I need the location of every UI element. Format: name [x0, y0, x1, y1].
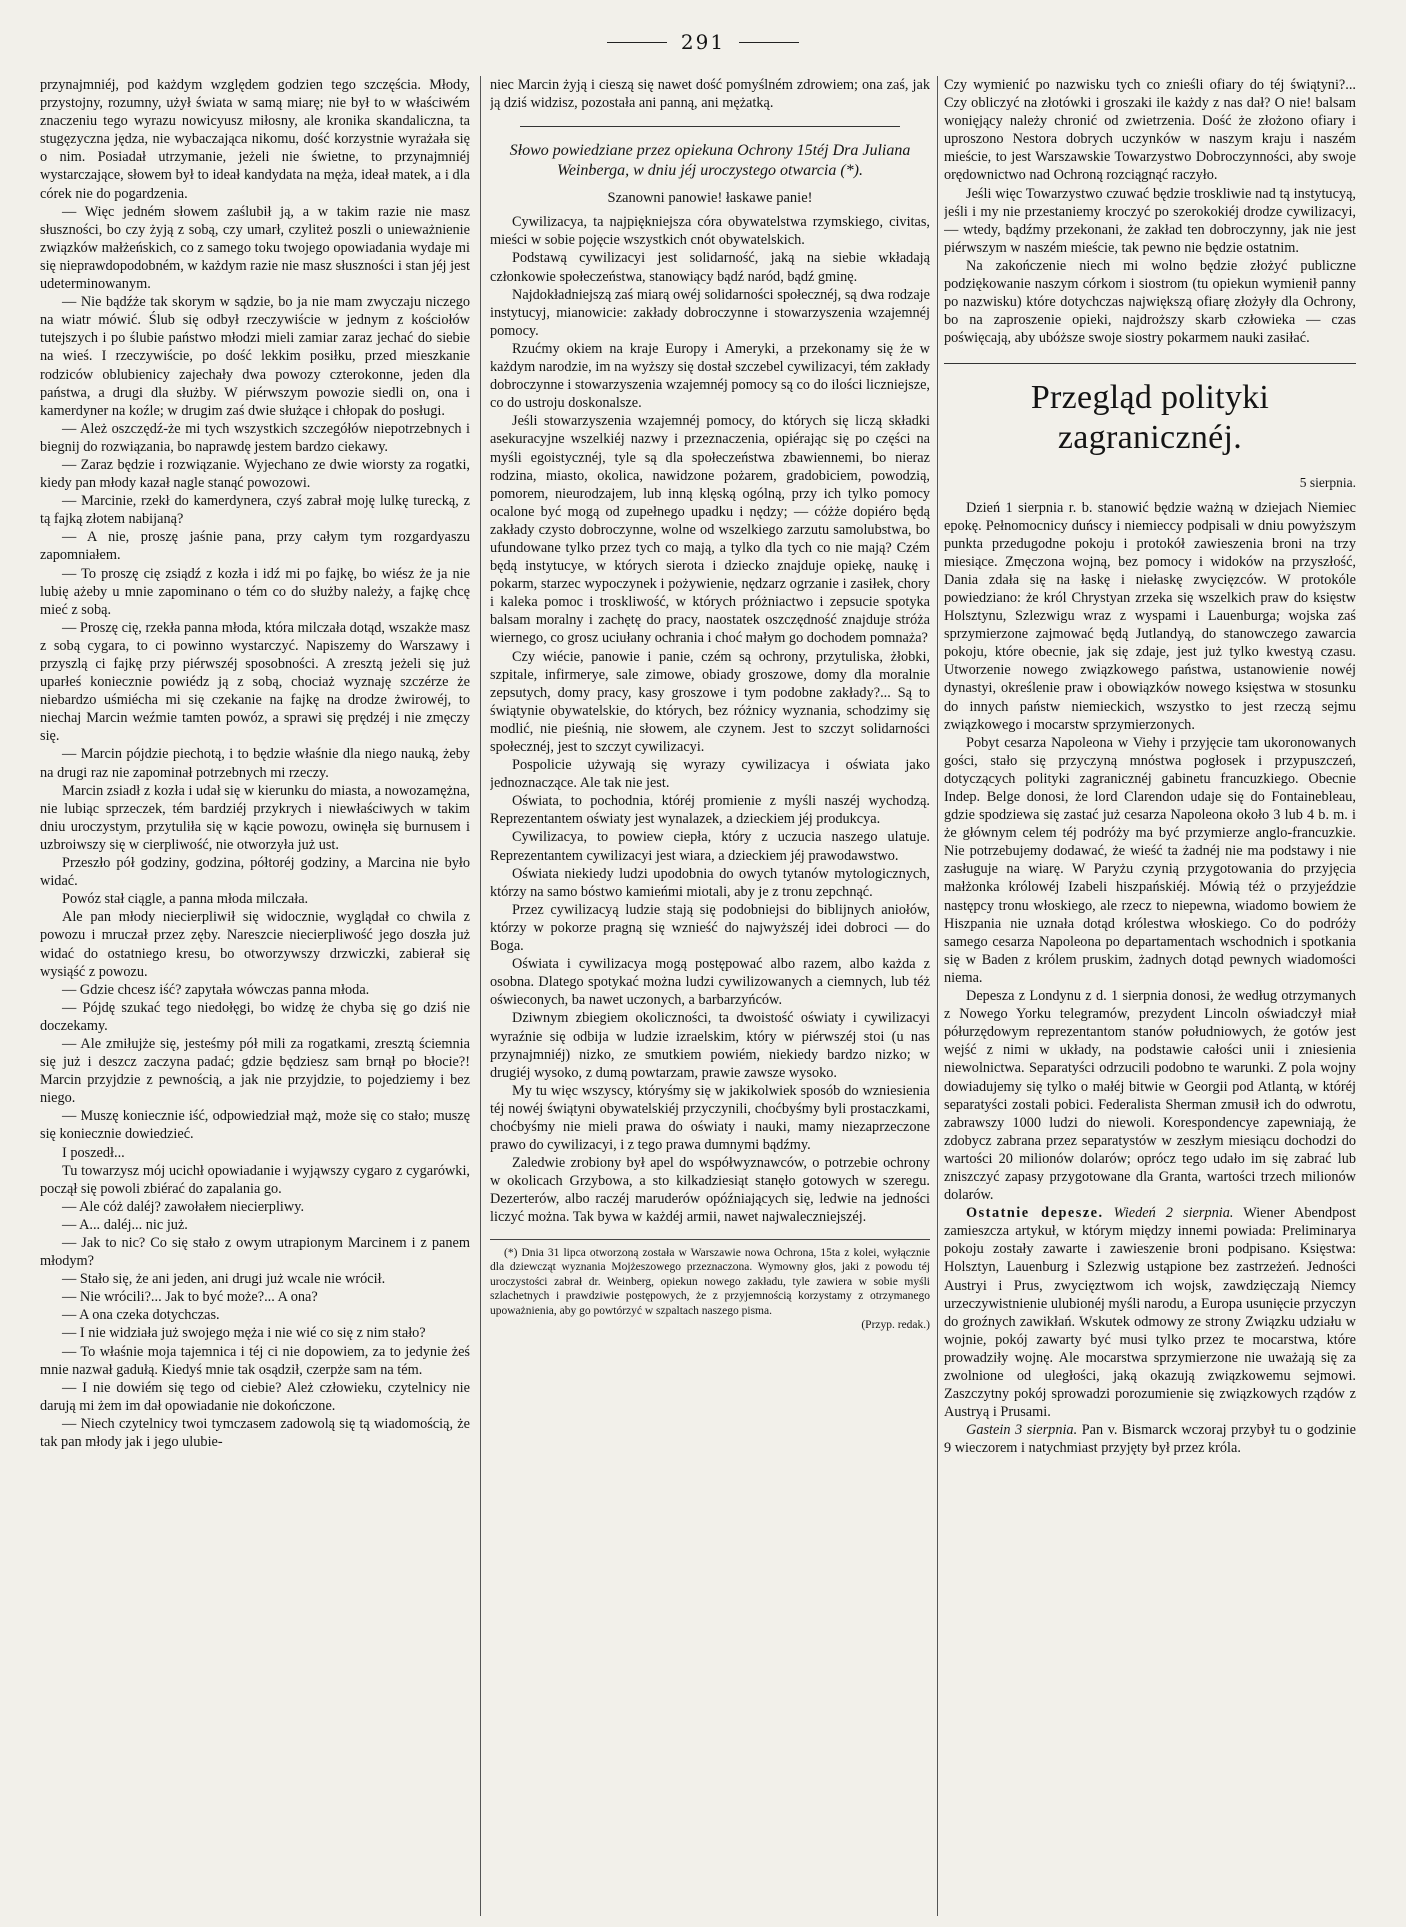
- speech-headline: Słowo powiedziane przez opiekuna Ochrony 15téj Dra Juliana Weinberga, w dniu jéj uroczystego otwarcia (*).: [509, 142, 911, 180]
- section-dateline: 5 sierpnia.: [1299, 475, 1356, 491]
- speech-paragraph: Pospolicie używają się wyrazy cywilizacya i oświata jako jednoznaczące. Ale tak nie jest.: [490, 757, 930, 792]
- politics-paragraph: Pobyt cesarza Napoleona w Viehy i przyjęcie tam ukoronowanych gości, stało się przyczyną mnóstwa pogłosek i przypuszczeń, dotyczących polityki zagranicznéj gabinetu francuzkiego. Obecnie Indep. Belge donosi, że lord Clarendon udaje się do Fontainebleau, gdzie spodziewa się zastać już cesarza Napoleona około 3 lub 4 b. m. i że głównym celem téj podróży ma być przymierze anglo-francuzkie. Nie potrzebujemy dodawać, że wieść ta żadnéj nie ma podstawy i nie zasługuje na wiarę. W Paryżu czynią przygotowania do przyjęcia małżonka królowéj Izabeli hiszpańskiéj. Mówią téż o przyjeździe następcy tronu włoskiego, ale rzecz to niepewna, wiadomo bowiem że Hiszpania nie uznała dotąd królestwa włoskiego. Co do podróży samego cesarza Napoleona po departamentach wschodnich i spotkania się w Baden z królem pruskim, żadnych dotąd pewnych wiadomości niema.: [944, 734, 1356, 986]
- speech-paragraph: Cywilizacya, ta najpiękniejsza córa obywatelstwa rzymskiego, civitas, mieści w sobie pojęcie wszystkich cnót obywatelskich.: [490, 214, 930, 249]
- speech-paragraph: Na zakończenie niech mi wolno będzie złożyć publiczne podziękowanie naszym córkom i siostrom (tu opiekun wymienił panny po nazwisku) które dotychczas największą ofiarę złożyły dla Ochrony, bo na zaproszenie opieki, najdroższy skarb człowieka — czas poświęcają, aby ubóższe swoje siostry pokarmem nauki zasiłać.: [944, 257, 1356, 347]
- speech-paragraph: Czy wiécie, panowie i panie, czém są ochrony, przytuliska, żłobki, szpitale, infirmerye, sale zimowe, obiady groszowe, domy dla moralnie zepsutych, domy pracy, kasy groszowe i tym podobne zakłady?... Są to świątynie obywatelskie, do których, bez różnicy wyznania, schodzimy się modlić, nie pieśnią, nie słowem, ale czynem. Jest to szczyt solidarności społecznéj, jest to szczyt cywilizacyi.: [490, 648, 930, 755]
- section-title: Przegląd polityki zagranicznéj.: [1030, 379, 1270, 457]
- speech-paragraph: Przez cywilizacyą ludzie stają się podobniejsi do biblijnych aniołów, którzy w pokorze pragną się wznieść do najwyższéj idei dobroci — do Boga.: [490, 901, 930, 955]
- story-paragraph: — Marcinie, rzekł do kamerdynera, czyś zabrał moję lulkę turecką, z tą fajką złotem nabijaną?: [40, 493, 470, 528]
- story-paragraph: — Stało się, że ani jeden, ani drugi już wcale nie wrócił.: [62, 1271, 386, 1288]
- story-paragraph: Marcin zsiadł z kozła i udał się w kierunku do miasta, a nowozamężna, nie lubiąc sprzeczek, tém bardziéj przykrych i niewłaściwych w takim dniu uroczystym, przytuliła się w kącie powozu, owinęła się burnusem i uzbroiwszy się w cierpliwość, nie otworzyła już ust.: [40, 782, 470, 853]
- story-paragraph: — Ależ oszczędź-że mi tych wszystkich szczegółów niepotrzebnych i biegnij do rozwiązania, bo naprawdę jestem bardzo ciekawy.: [40, 420, 470, 455]
- story-paragraph: — Muszę koniecznie iść, odpowiedział mąż, może się co stało; muszę się koniecznie dowiedzieć.: [40, 1108, 470, 1143]
- page-number-rule-right: [739, 42, 799, 43]
- column-divider-2: [937, 76, 938, 1916]
- page-number-rule-left: [607, 42, 667, 43]
- dispatch-paragraph: [944, 1204, 1356, 1421]
- story-paragraph: Ale pan młody niecierpliwił się widocznie, wyglądał co chwila z powozu i mruczał przez zęby. Nareszcie niecierpliwość jego doszła już widać do ostatniego kresu, bo otworzywszy drzwiczki, zabierał się wysiąść z powozu.: [40, 909, 470, 980]
- page-number-text: 291: [680, 30, 726, 54]
- story-paragraph: Tu towarzysz mój ucichł opowiadanie i wyjąwszy cygaro z cygarówki, począł się powoli zbiérać do zapalania go.: [40, 1162, 470, 1197]
- speech-paragraph: My tu więc wszyscy, któryśmy się w jakikolwiek sposób do wzniesienia téj nowéj świątyni obywatelskiéj przyczynili, choćbyśmy byli prostaczkami, choćbyśmy nie mieli prawa do oświaty i nauki, mamy niezaprzeczone prawo do cywilizacyi, i z tego prawa dumnymi bądźmy.: [490, 1082, 930, 1154]
- story-paragraph: — To proszę cię zsiądź z kozła i idź mi po fajkę, bo wiész że ja nie lubię ażeby u mnie zapominano o tém co do służby należy, a fajkę chcę mieć z sobą.: [40, 565, 470, 618]
- column-middle-speech: [490, 76, 930, 1916]
- story-paragraph: Przeszło pół godziny, godzina, półtoréj godziny, a Marcina nie było widać.: [40, 855, 470, 890]
- story-paragraph: — Gdzie chcesz iść? zapytała wówczas panna młoda.: [62, 981, 370, 998]
- speech-paragraph: Dziwnym zbiegiem okoliczności, ta dwoistość oświaty i cywilizacyi wyraźnie się odbija w ludzie izraelskim, który w piérwszéj stoi (u nas przynajmniéj) nizko, ze smutkiem powiém, niekiedy bardzo nizko; w drugiéj wysoko, z dumą powtarzam, prawie zawsze wysoko.: [490, 1010, 930, 1081]
- story-paragraph: — A... daléj... nic już.: [62, 1216, 188, 1233]
- story-paragraph: — I nie widziała już swojego męża i nie wié co się z nim stało?: [62, 1325, 426, 1342]
- dispatch-place: Gastein 3 sierpnia.: [966, 1422, 1078, 1439]
- footnote: [490, 1239, 930, 1333]
- story-paragraph: I poszedł...: [62, 1144, 125, 1161]
- story-paragraph: — Pójdę szukać tego niedołęgi, bo widzę że chyba się go dziś nie doczekamy.: [40, 999, 470, 1034]
- dispatch-label: Ostatnie depesze.: [966, 1205, 1104, 1222]
- speech-paragraph: Czy wymienić po nazwisku tych co znieśli ofiary do téj świątyni?... Czy obliczyć na złotówki i groszaki ile każdy z nas dał? O nie! balsam wonięjący należy chronić od zwietrzenia. Dość że złożono ofiary i uproszono Nestora dobrych uczynków w naszym kraju i naszém mieście, to jest Warszawskie Towarzystwo Dobroczynności, aby swoje orędownictwo nad Ochroną rozciągnąć raczyło.: [944, 77, 1356, 184]
- speech-paragraph: Jeśli stowarzyszenia wzajemnéj pomocy, do których się liczą składki asekuracyjne wszelkiéj nazwy i przeznaczenia, opiérając się po części na myśli egoistycznéj, tyle są dla społeczeństwa zbawiennemi, bo nieraz rodzina, miasto, okolica, nawidzone pożarem, gradobiciem, powodzią, pomorem, nieurodzajem, lub inną klęską ogólną, przy ich tylko pomocy ocalone być mogą od zupełnego upadku i nędzy; — cóżże dopiéro będą zakłady czysto dobroczynne, wolne od wszelkiego zarzutu samolubstwa, bo ufundowane tylko przez tych co mają, a tylko dla tych co nie mają? Czém będą instytucye, w których sierota i dziecko znajduje opiekę, naukę i pokarm, starzec wypoczynek i pożywienie, nędzarz ogrzanie i zasiłek, chory i kaleka pomoc i troskliwość, w których próżniactwo i zepsucie spotyka balsam moralny i zachętę do pracy, naostatek oszczędność znajduje stróża wiernego, co grosz uciułany ochrania i choć małym go dochodem pomnaża?: [490, 413, 930, 647]
- speech-paragraph: Zaledwie zrobiony był apel do współwyznawców, o potrzebie ochrony w okolicach Grzybowa, a sto kilkadziesiąt stanęło gotowych w szeregu. Dezerterów, albo raczéj maruderów opóźniających się, ledwie na jedności liczyć można. Tak bywa w każdéj armii, nawet najwaleczniejszéj.: [490, 1155, 930, 1226]
- speech-paragraph: Oświata, to pochodnia, któréj promienie z myśli naszéj wychodzą. Reprezentantem oświaty jest wynalazek, a dzieckiem jéj produkcya.: [490, 793, 930, 828]
- speech-paragraph: Cywilizacya, to powiew ciepła, który z uczucia naszego ulatuje. Reprezentantem cywilizacyi jest wiara, a dzieckiem jéj prawodawstwo.: [490, 829, 930, 864]
- dispatch-text: Pan v. Bismarck wczoraj przybył tu o godzinie 9 wieczorem i natychmiast przyjęty był przez króla.: [944, 1422, 1356, 1457]
- section-separator: [944, 363, 1356, 364]
- dispatch-text: Wiener Abendpost zamieszcza artykuł, w którym między innemi powiada: Preliminarya pokoju zostały zawarte i zawieszenie broni podpisano. Księstwa: Holsztyn, Lauenburg i Szlezwig ustąpione bez zastrzeżeń. Jedności Austryi i Prus, zwycięztwom ich wojsk, zawdzięczają Niemcy urzeczywistnienie ulubionéj myśli narodu, a Europa usunięcie przyczyn do groźnych zawikłań. Wskutek odmowy ze strony Związku udziału w wojnie, pokój zawarty być musi tylko przez te mocarstwa, które prowadziły wojnę. Ale mocarstwa sprzymierzone nie uważają się za zwolnione od uległości, jaką okazują związkowemu sejmowi. Zaszczytny pokój sprowadzi porozumienie się związkowych rządów z Austryą i Prusami.: [944, 1205, 1356, 1421]
- speech-paragraph: Podstawą cywilizacyi jest solidarność, jaką na siebie wkładają członkowie społeczeństwa, stanowiący bądź naród, bądź gminę.: [490, 250, 930, 285]
- speech-paragraph: Jeśli więc Towarzystwo czuwać będzie troskliwie nad tą instytucyą, jeśli i my nie przestaniemy kroczyć po szerokokiéj drodze cywilizacyi, — wtedy, bądźmy przekonani, że zakład ten dobroczynny, jak nie jest piérwszym w naszém mieście, tak pewno nie będzie ostatnim.: [944, 185, 1356, 256]
- speech-paragraph: Oświata niekiedy ludzi upodobnia do owych tytanów mytologicznych, którzy na samo bóstwo kamieńmi miotali, aby je z tronu zepchnąć.: [490, 865, 930, 900]
- column-divider-1: [480, 76, 481, 1916]
- speech-paragraph: Rzućmy okiem na kraje Europy i Ameryki, a przekonamy się że w każdym narodzie, im na wyższy się dostał szczebel cywilizacyi, tém zakłady dobroczynne i stowarzyszenia wzajemnéj pomocy są co do ilości liczniejsze, co do ustroju doskonalsze.: [490, 340, 930, 412]
- column-left-story: [40, 76, 470, 1916]
- article-separator: [520, 126, 900, 127]
- footnote-text: (*) Dnia 31 lipca otworzoną została w Warszawie nowa Ochrona, 15ta z kolei, wyłącznie dla dziewcząt wyznania Mojżeszowego przeznaczona. Wymowny głos, jaki z powodu téj uroczystości zabrał dr. Weinberg, opiekun nowego zakładu, tyle zawiera w sobie myśli szlachetnych i prawdziwie postępowych, że z przyjemnością korzystamy z otrzymanego upoważnienia, aby go powtórzyć w szpaltach naszego pisma.: [490, 1246, 930, 1317]
- column-right: [944, 76, 1356, 1916]
- story-paragraph: — Jak to nic? Co się stało z owym utrapionym Marcinem i z panem młodym?: [40, 1235, 470, 1270]
- story-paragraph: — Proszę cię, rzekła panna młoda, która milczała dotąd, wszakże masz z sobą cygara, to ci powinno wystarczyć. Napiszemy do Warszawy i przyszlą ci fajkę przy piérwszéj sposobności. A zresztą jeżeli się już uparłeś koniecznie powiédz ją z sobą, chociaż wyznaję szczérze że niebardzo uśmiécha mi się czekanie na fajkę na drodze żwirowéj, to niechaj Marcin weźmie tamten powóz, a sprawi się prędzéj i nie zmęczy się.: [40, 619, 470, 745]
- story-paragraph: — I nie dowiém się tego od ciebie? Ależ człowieku, czytelnicy nie darują mi żem im dał opowiadanie nie dokończone.: [40, 1379, 470, 1414]
- page-number: [0, 30, 1406, 54]
- story-paragraph: — Więc jedném słowem zaślubił ją, a w takim razie nie masz słuszności, bo czy żyją z sobą, czy umarł, czyliteż poszli o unieważnienie związków małżeńskich, co z samego toku twojego opowiadania wydaje mi się nieprawdopodobném, w każdym razie nie masz słuszności i stan jéj jest udeterminowanym.: [40, 203, 470, 293]
- politics-paragraph: Depesza z Londynu z d. 1 sierpnia donosi, że według otrzymanych z Nowego Yorku telegramów, prezydent Lincoln oświadczył miał półurzędowym reprezentantom stanów południowych, że gotów jest wejść z nimi w układy, na podstawie całości unii i zniesienia niewolnictwa. Separatyści odrzucili podobno te warunki. Z pola wojny dowiadujemy się tylko o małéj bitwie w Georgii pod Atlantą, w któréj separatyści zostali pobici. Federalista Sherman zmusił ich do odwrotu, zabrawszy 1000 ludzi do niewoli. Korespondencye zapewniają, że zdobycz zabrana przez separatystów w zeszłym miesiącu dochodzi do wartości 20 milionów dolarów; oprócz tego udało im się zabrać lub zniszczyć zapasy przygotowane dla Granta, wartości trzech milionów dolarów.: [944, 988, 1356, 1204]
- story-paragraph: — Zaraz będzie i rozwiązanie. Wyjechano ze dwie wiorsty za rogatki, kiedy pan młody kazał nagle stanąć powozowi.: [40, 456, 470, 492]
- story-paragraph: — Ale zmiłujże się, jesteśmy pół mili za rogatkami, zresztą ściemnia się już i deszcz zaczyna padać; gdzie będziesz sam brnął po błocie?! Marcin przyjdzie z pewnością, a jak nie przyjdzie, to pojedziemy i bez niego.: [40, 1035, 470, 1107]
- footnote-credit: (Przyp. redak.): [861, 1319, 930, 1332]
- dispatch-place: Wiedeń 2 sierpnia.: [1113, 1205, 1234, 1222]
- story-paragraph: przynajmniéj, pod każdym względem godzien tego szczęścia. Młody, przystojny, rozumny, użył świata w samą miarę; nie był to w właściwém znaczeniu tego wyrazu nowicyusz miłosny, ale kronika skandaliczna, ta stugęzyczna jędza, nie wybaczająca nikomu, dość korzystnie wyrażała się o nim. Posiadał utrzymanie, jeżeli nie świetne, to przynajmniéj wystarczające, słowem był to ideał kandydata na męża, ideał matek, a i dla córek nie do pogardzenia.: [40, 77, 470, 202]
- story-paragraph: — Niech czytelnicy twoi tymczasem zadowolą się tą wiadomością, że tak pan młody jak i jego ulubie-: [40, 1415, 470, 1451]
- story-paragraph: — A nie, proszę jaśnie pana, przy całym tym rozgardyaszu zapomniałem.: [40, 529, 470, 564]
- story-paragraph: — A ona czeka dotychczas.: [62, 1307, 220, 1324]
- story-ending: niec Marcin żyją i cieszą się nawet dość pomyślném zdrowiem; ona zaś, jak ją dziś widzisz, pozostała ani panną, ani mężatką.: [490, 77, 930, 112]
- speech-salutation: Szanowni panowie! łaskawe panie!: [607, 190, 813, 207]
- dispatch-paragraph: [944, 1421, 1356, 1457]
- story-paragraph: — Nie bądźże tak skorym w sądzie, bo ja nie mam zwyczaju niczego na wiatr mówić. Ślub się odbył rzeczywiście w jednym z kościołów tutejszych i po ślubie państwo młodzi mieli zamiar zaraz jechać do siebie na wieś. I rzeczywiście, po dość lekkim posiłku, przed mieszkanie rodziców oblubienicy zajechały dwa powozy czterokonne, jeden dla państwa, a drugi dla służby. W piérwszym powozie siedli on, ona i kamerdyner na koźle; w drugim zaś dwie służące i chłopak do posługi.: [40, 294, 470, 419]
- story-paragraph: Powóz stał ciągle, a panna młoda milczała.: [62, 891, 309, 908]
- speech-paragraph: Oświata i cywilizacya mogą postępować albo razem, albo każda z osobna. Dlatego spotykać można ludzi cywilizowanych a ciemnych, lub téż oświeconych, ba nawet uczonych, a barbarzyńców.: [490, 956, 930, 1009]
- speech-paragraph: Najdokładniejszą zaś miarą owéj solidarności społecznéj, są dwa rodzaje instytucyj, mianowicie: zakłady dobroczynne i stowarzyszenia wzajemnéj pomocy.: [490, 286, 930, 339]
- story-paragraph: — Nie wrócili?... Jak to być może?... A ona?: [62, 1289, 318, 1306]
- story-paragraph: — Ale cóż daléj? zawołałem niecierpliwy.: [62, 1198, 305, 1215]
- politics-paragraph: Dzień 1 sierpnia r. b. stanowić będzie ważną w dziejach Niemiec epokę. Pełnomocnicy duńscy i niemieccy podpisali w dniu powyższym punkta przedugodne pokoju i protokół zawieszenia broni na trzy miesiące. Zmęczona wojną, bez pomocy i widoków na przyszłość, Dania zdała się na łaskę i niełaskę zwycięzców. W protokóle powiedziano: że król Chrystyan zrzeka się wszelkich praw do księstw Holsztynu, Szlezwigu wraz z wyspami i Lauenburga; wojska zaś sprzymierzone zajmować będą Jutlandyą, do stanowczego zawarcia pokoju, które obecnie, jak się zdaje, jest już tylko kwestyą czasu. Utworzenie nowego związkowego państwa, ustanowienie nowéj dynastyi, określenie praw i obowiązków nowego księstwa w stosunku do innych państw niemieckich, wszystko to jest rzeczą sejmu związkowego i mocarstw sprzymierzonych.: [944, 499, 1356, 733]
- story-paragraph: — Marcin pójdzie piechotą, i to będzie właśnie dla niego nauką, żeby na drugi raz nie zapominał potrzebnych mi rzeczy.: [40, 746, 470, 781]
- story-paragraph: — To właśnie moja tajemnica i téj ci nie dopowiem, za to jedynie żeś mnie nazwał gadułą. Kiedyś mnie tak osądził, czerpże sam na tém.: [40, 1343, 470, 1378]
